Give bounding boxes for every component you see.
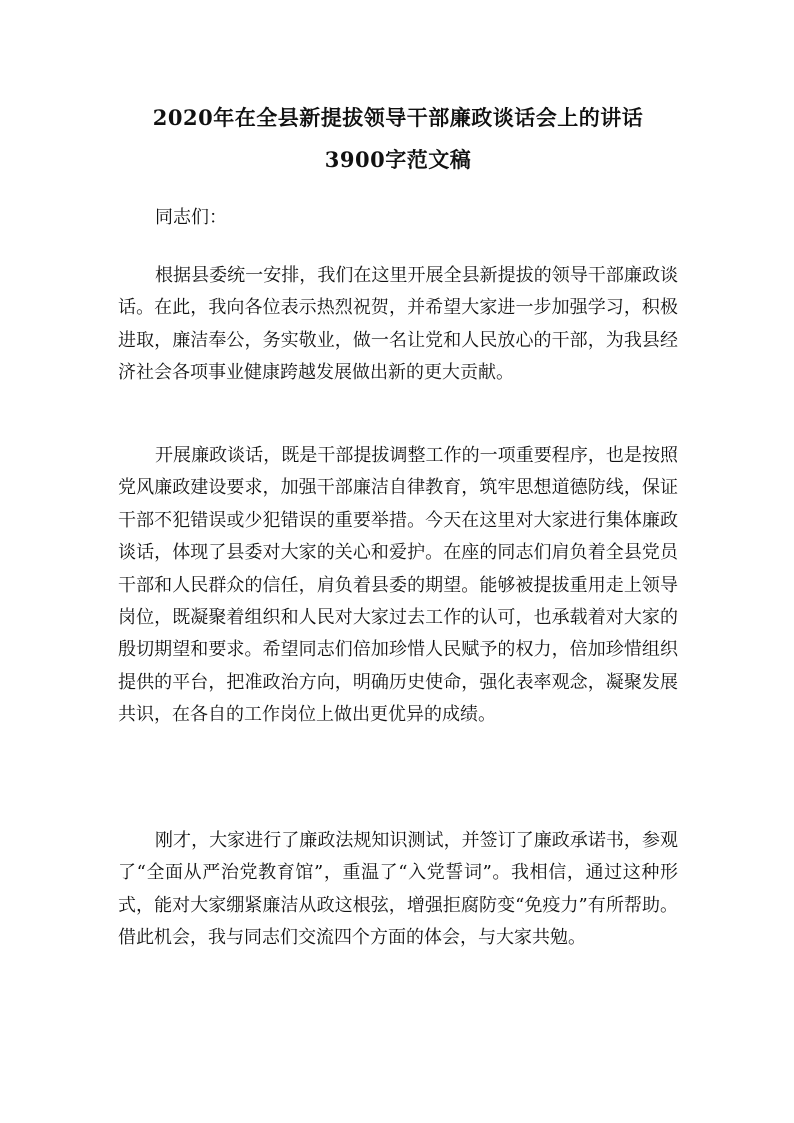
body-paragraph-3: 刚才，大家进行了廉政法规知识测试，并签订了廉政承诺书，参观了“全面从严治党教育馆”，重温了“入党誓词”。我相信，通过这种形式，能对大家绷紧廉洁从政这根弦，增强拒腐防变“免疫力”有所帮助。借此机会，我与同志们交流四个方面的体会，与大家共勉。	[118, 830, 678, 949]
document-title-line-2: 3900字范文稿	[324, 147, 472, 172]
document-title-line-1: 2020年在全县新提拔领导干部廉政谈话会上的讲话	[152, 105, 644, 130]
body-paragraph-1: 根据县委统一安排，我们在这里开展全县新提拔的领导干部廉政谈话。在此，我向各位表示热烈祝贺，并希望大家进一步加强学习，积极进取，廉洁奉公，务实敬业，做一名让党和人民放心的干部，为我县经济社会各项事业健康跨越发展做出新的更大贡献。	[118, 265, 678, 384]
body-paragraph-2: 开展廉政谈话，既是干部提拔调整工作的一项重要程序，也是按照党风廉政建设要求，加强干部廉洁自律教育，筑牢思想道德防线，保证干部不犯错误或少犯错误的重要举措。今天在这里对大家进行集体廉政谈话，体现了县委对大家的关心和爱护。在座的同志们肩负着全县党员干部和人民群众的信任，肩负着县委的期望。能够被提拔重用走上领导岗位，既凝聚着组织和人民对大家过去工作的认可，也承载着对大家的殷切期望和要求。希望同志们倍加珍惜人民赋予的权力，倍加珍惜组织提供的平台，把准政治方向，明确历史使命，强化表率观念，凝聚发展共识，在各自的工作岗位上做出更优异的成绩。	[118, 445, 678, 726]
salutation-paragraph: 同志们：	[155, 207, 227, 228]
